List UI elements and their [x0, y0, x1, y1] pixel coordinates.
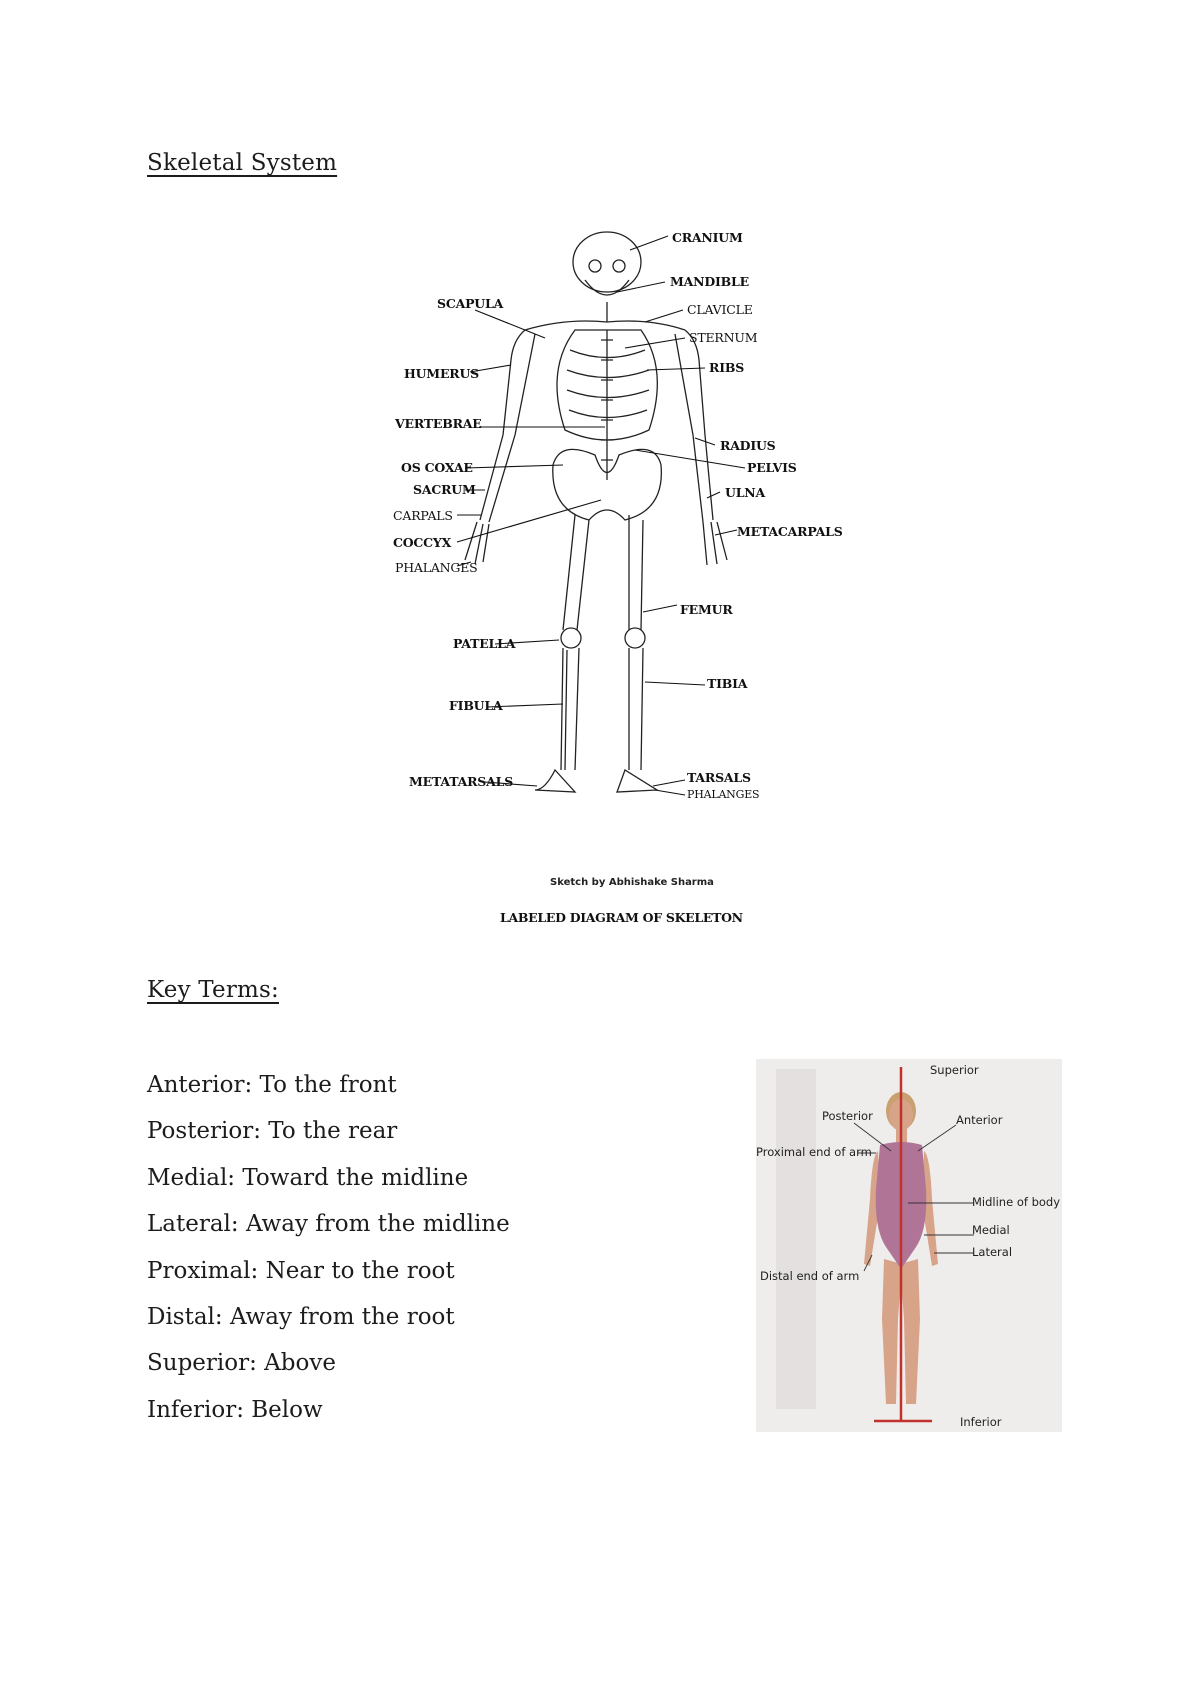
- label-scapula: SCAPULA: [437, 296, 504, 311]
- body-figure: [756, 1059, 1062, 1432]
- list-item: Superior: Above: [147, 1350, 336, 1377]
- photo-label-posterior: Posterior: [822, 1109, 873, 1123]
- label-fibula: FIBULA: [449, 698, 503, 713]
- label-femur: FEMUR: [680, 602, 733, 617]
- photo-label-anterior: Anterior: [956, 1113, 1003, 1127]
- label-carpals: CARPALS: [393, 508, 453, 523]
- photo-label-proximal: Proximal end of arm: [756, 1145, 872, 1159]
- photo-label-medial: Medial: [972, 1223, 1010, 1237]
- label-clavicle: CLAVICLE: [687, 302, 753, 317]
- list-item: Distal: Away from the root: [147, 1303, 455, 1330]
- photo-label-distal: Distal end of arm: [760, 1269, 860, 1283]
- skeleton-drawing: [385, 230, 835, 940]
- key-terms-list: [147, 1062, 510, 1433]
- list-item: Proximal: Near to the root: [147, 1257, 455, 1284]
- label-humerus: HUMERUS: [404, 366, 479, 381]
- label-phalanges-foot: PHALANGES: [687, 788, 760, 801]
- label-coccyx: COCCYX: [393, 535, 452, 550]
- label-cranium: CRANIUM: [672, 230, 743, 245]
- label-os-coxae: OS COXAE: [401, 460, 473, 475]
- list-item: Inferior: Below: [147, 1396, 323, 1423]
- label-tibia: TIBIA: [707, 676, 748, 691]
- page-title: Skeletal System: [147, 150, 338, 176]
- key-terms-heading: Key Terms:: [147, 977, 280, 1003]
- list-item: Anterior: To the front: [147, 1072, 397, 1098]
- diagram-caption: LABELED DIAGRAM OF SKELETON: [500, 910, 743, 925]
- label-ulna: ULNA: [725, 485, 766, 500]
- label-sacrum: SACRUM: [413, 482, 476, 497]
- photo-label-lateral: Lateral: [972, 1245, 1013, 1259]
- list-item: Posterior: To the rear: [147, 1118, 398, 1145]
- label-pelvis: PELVIS: [747, 460, 797, 475]
- label-patella: PATELLA: [453, 636, 516, 651]
- list-item: Medial: Toward the midline: [147, 1164, 469, 1191]
- photo-label-midline: Midline of body: [972, 1195, 1061, 1209]
- label-phalanges-hand: PHALANGES: [395, 560, 478, 575]
- list-item: Lateral: Away from the midline: [147, 1211, 510, 1238]
- label-radius: RADIUS: [720, 438, 776, 453]
- photo-label-superior: Superior: [930, 1063, 979, 1077]
- label-ribs: RIBS: [709, 360, 745, 375]
- label-metatarsals: METATARSALS: [409, 774, 514, 789]
- label-mandible: MANDIBLE: [670, 274, 749, 289]
- photo-label-inferior: Inferior: [960, 1415, 1002, 1429]
- skeleton-diagram: [385, 230, 843, 940]
- label-tarsals: TARSALS: [687, 770, 751, 785]
- label-vertebrae: VERTEBRAE: [395, 416, 482, 431]
- label-metacarpals: METACARPALS: [737, 524, 843, 539]
- anatomical-position-photo: [756, 1059, 1062, 1432]
- diagram-credit: Sketch by Abhishake Sharma: [550, 877, 714, 888]
- label-sternum: STERNUM: [689, 330, 758, 345]
